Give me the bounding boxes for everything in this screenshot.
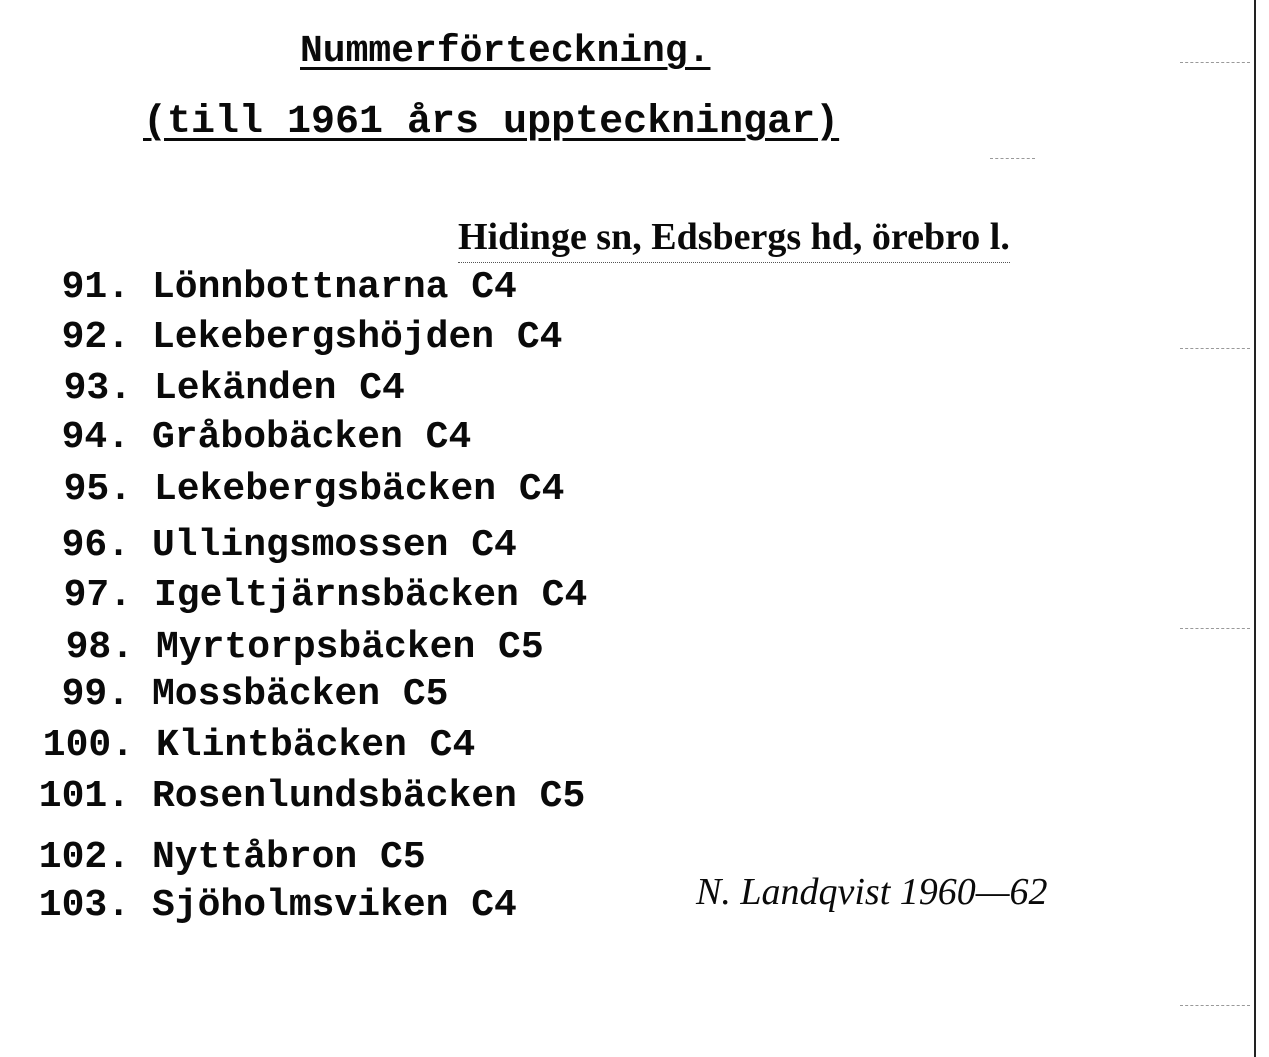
entry-name: Lönnbottnarna C4 bbox=[152, 266, 517, 309]
entry-name: Ullingsmossen C4 bbox=[152, 524, 517, 567]
entry-number: 101. bbox=[38, 775, 130, 818]
dotted-rule bbox=[1180, 62, 1250, 63]
entry-number: 91. bbox=[61, 266, 130, 309]
entry-name: Rosenlundsbäcken C5 bbox=[152, 775, 586, 818]
page-subtitle: (till 1961 års uppteckningar) bbox=[143, 100, 840, 145]
entry-number: 93. bbox=[63, 367, 132, 410]
entry-number: 103. bbox=[38, 884, 130, 927]
location-heading: Hidinge sn, Edsbergs hd, örebro l. bbox=[458, 212, 1010, 263]
page-title: Nummerförteckning. bbox=[300, 30, 711, 73]
list-item bbox=[0, 416, 471, 460]
entry-name: Igeltjärnsbäcken C4 bbox=[154, 574, 588, 617]
entry-number: 99. bbox=[61, 673, 130, 716]
entry-number: 102. bbox=[38, 836, 130, 879]
list-item bbox=[2, 468, 564, 512]
list-item bbox=[0, 836, 426, 880]
entry-number: 97. bbox=[63, 574, 132, 617]
dotted-rule bbox=[1180, 348, 1250, 349]
signature: N. Landqvist 1960—62 bbox=[696, 871, 1048, 913]
list-item bbox=[4, 724, 475, 768]
entry-number: 95. bbox=[63, 468, 132, 511]
list-item bbox=[0, 775, 585, 819]
entry-name: Lekebergshöjden C4 bbox=[152, 316, 563, 359]
list-item bbox=[0, 316, 562, 360]
list-item bbox=[4, 626, 544, 670]
entry-name: Myrtorpsbäcken C5 bbox=[156, 626, 544, 669]
list-item bbox=[2, 574, 587, 618]
entry-number: 98. bbox=[65, 626, 134, 669]
dotted-rule bbox=[1180, 628, 1250, 629]
list-item bbox=[0, 266, 517, 310]
entry-number: 100. bbox=[42, 724, 134, 767]
entry-number: 92. bbox=[61, 316, 130, 359]
entry-name: Lekänden C4 bbox=[154, 367, 405, 410]
list-item bbox=[2, 367, 405, 411]
entry-name: Lekebergsbäcken C4 bbox=[154, 468, 565, 511]
dotted-rule bbox=[990, 158, 1035, 159]
dotted-rule bbox=[1180, 1005, 1250, 1006]
list-item bbox=[0, 524, 517, 568]
entry-name: Nyttåbron C5 bbox=[152, 836, 426, 879]
list-item bbox=[0, 884, 517, 928]
entry-name: Mossbäcken C5 bbox=[152, 673, 449, 716]
entry-number: 96. bbox=[61, 524, 130, 567]
list-item bbox=[0, 673, 448, 717]
entry-number: 94. bbox=[61, 416, 130, 459]
entry-name: Klintbäcken C4 bbox=[156, 724, 476, 767]
entry-name: Gråbobäcken C4 bbox=[152, 416, 472, 459]
right-margin-line bbox=[1254, 0, 1256, 1057]
entry-name: Sjöholmsviken C4 bbox=[152, 884, 517, 927]
